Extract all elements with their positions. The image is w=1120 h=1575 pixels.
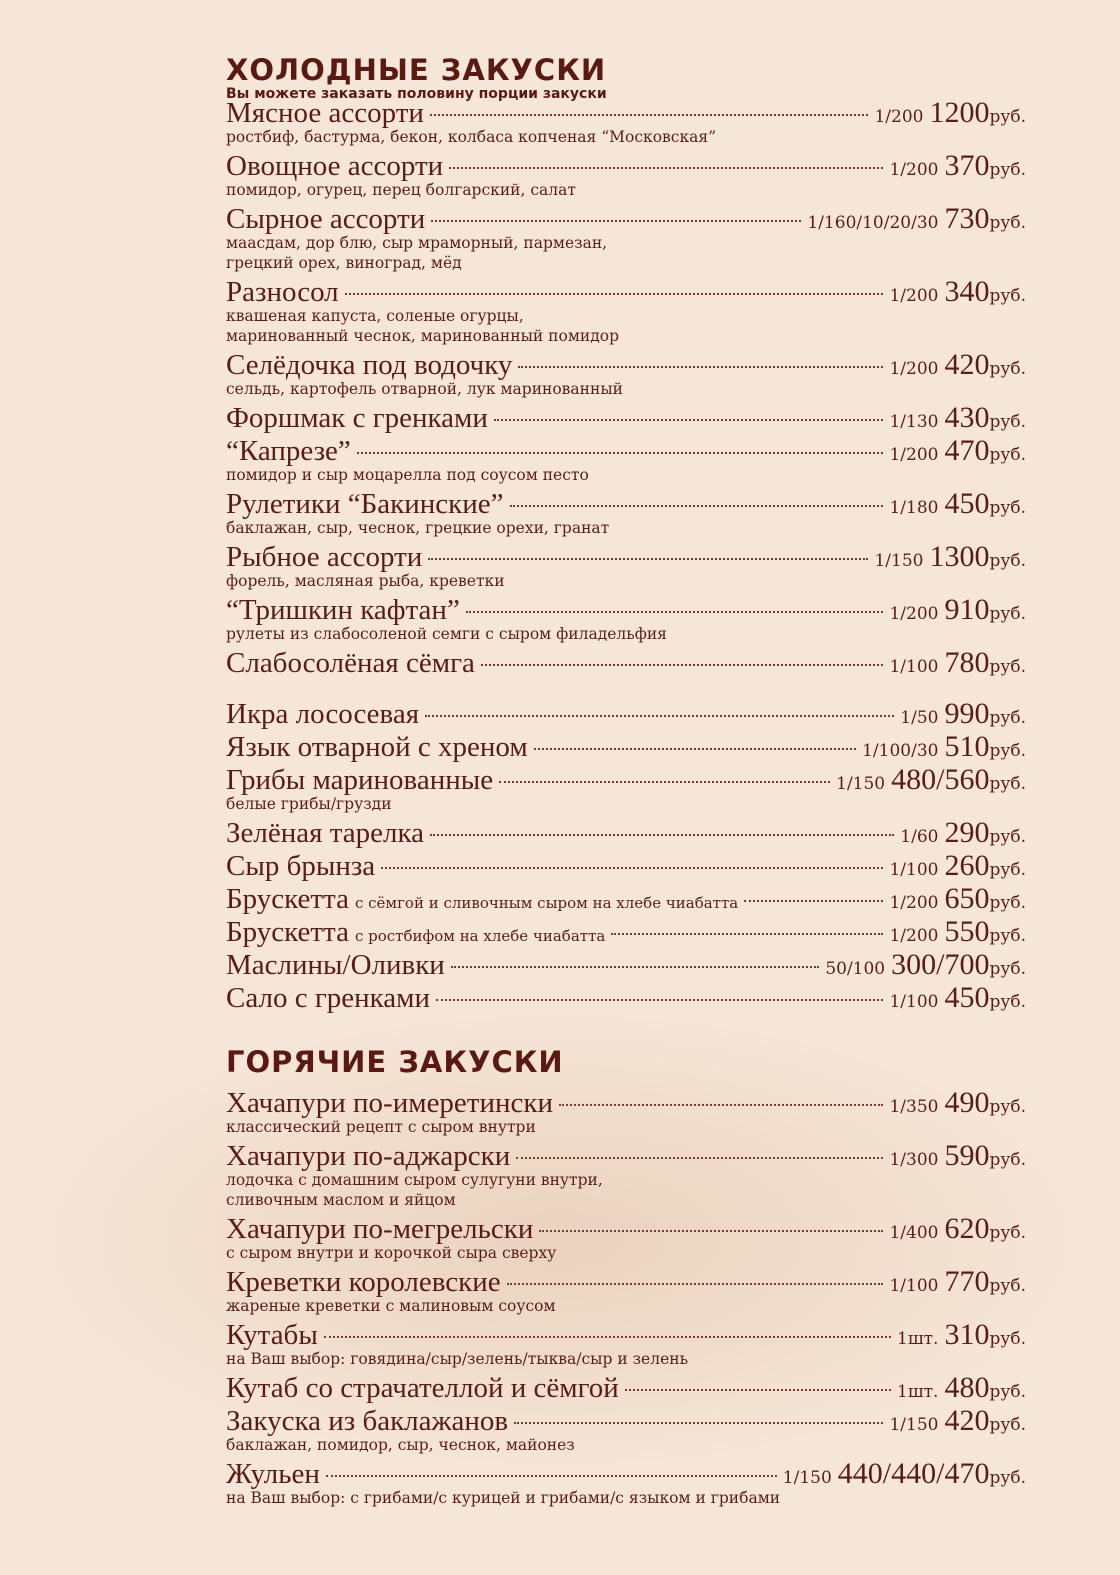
- section-gap: [226, 679, 1026, 697]
- menu-item-row: [226, 948, 1026, 981]
- currency-label: руб.: [989, 1097, 1026, 1117]
- currency-label: руб.: [989, 1468, 1026, 1488]
- currency-label: руб.: [989, 774, 1026, 794]
- menu-item: [226, 275, 1026, 346]
- dish-description: на Ваш выбор: говядина/сыр/зелень/тыква/сыр и зелень: [226, 1350, 689, 1368]
- currency-label: руб.: [989, 992, 1026, 1012]
- dish-price: 420: [944, 348, 990, 381]
- dish-description: грецкий орех, виноград, мёд: [226, 254, 462, 272]
- currency-label: руб.: [989, 1223, 1026, 1243]
- dot-leader: [516, 1157, 883, 1159]
- menu-item: [226, 1404, 1026, 1455]
- dot-leader: [539, 1230, 883, 1232]
- dot-leader: [425, 715, 894, 717]
- currency-label: руб.: [989, 604, 1026, 624]
- dish-description: с сыром внутри и корочкой сыра сверху: [226, 1244, 557, 1262]
- menu-item: [226, 149, 1026, 200]
- currency-label: руб.: [989, 1415, 1026, 1435]
- dish-portion: 1/400: [889, 1223, 939, 1243]
- dish-description: рулеты из слабосоленой семги с сыром филадельфия: [226, 625, 667, 643]
- dish-portion: 1/200: [874, 107, 924, 127]
- menu-item: [226, 730, 1026, 763]
- dish-portion: 1/200: [889, 359, 939, 379]
- dish-name: Сыр брынза: [226, 850, 376, 882]
- menu-item: [226, 981, 1026, 1014]
- dot-leader: [534, 748, 856, 750]
- dish-portion: 1/150: [889, 1415, 939, 1435]
- dish-price: 620: [944, 1212, 990, 1245]
- cold-items-list-2: [226, 697, 1026, 1014]
- menu-item-row: [226, 1265, 1026, 1298]
- dish-portion: 1/200: [889, 926, 939, 946]
- dish-price: 480/560: [891, 763, 990, 796]
- menu-item-row: [226, 1371, 1026, 1404]
- menu-item-row: [226, 540, 1026, 573]
- menu-item: [226, 882, 1026, 915]
- dish-description: квашеная капуста, соленые огурцы,: [226, 307, 524, 325]
- dish-name: Креветки королевские: [226, 1266, 501, 1298]
- menu-item: [226, 487, 1026, 538]
- dish-name: “Тришкин кафтан”: [226, 594, 460, 626]
- dish-name: Брускетта: [226, 916, 349, 948]
- menu-item: [226, 697, 1026, 730]
- dish-name: Рыбное ассорти: [226, 541, 423, 573]
- dish-price: 1200: [929, 96, 990, 129]
- dot-leader: [481, 664, 884, 666]
- dish-portion: 1/160/10/20/30: [807, 213, 939, 233]
- currency-label: руб.: [989, 498, 1026, 518]
- menu-item-row: [226, 348, 1026, 381]
- dish-price: 780: [944, 646, 990, 679]
- dish-price: 450: [944, 487, 990, 520]
- dot-leader: [326, 1475, 777, 1477]
- dish-description: сельдь, картофель отварной, лук маринованный: [226, 380, 623, 398]
- dot-leader: [449, 167, 883, 169]
- dish-description: помидор, огурец, перец болгарский, салат: [226, 181, 576, 199]
- menu-item-row: [226, 730, 1026, 763]
- dot-leader: [744, 900, 883, 902]
- dot-leader: [430, 114, 869, 116]
- menu-item: [226, 540, 1026, 591]
- currency-label: руб.: [989, 412, 1026, 432]
- dish-name: Хачапури по-мегрельски: [226, 1213, 534, 1245]
- dish-price: 290: [944, 816, 990, 849]
- menu-item-row: [226, 915, 1026, 948]
- dish-name: Брускетта: [226, 883, 349, 915]
- dot-leader: [625, 1389, 891, 1391]
- menu-item: [226, 849, 1026, 882]
- currency-label: руб.: [989, 1382, 1026, 1402]
- currency-label: руб.: [989, 551, 1026, 571]
- dish-name: Жульен: [226, 1458, 320, 1490]
- menu-item-row: [226, 697, 1026, 730]
- dish-description: белые грибы/грузди: [226, 795, 392, 813]
- menu-item: [226, 1318, 1026, 1369]
- menu-item: [226, 401, 1026, 434]
- dot-leader: [507, 1283, 884, 1285]
- currency-label: руб.: [989, 959, 1026, 979]
- dish-description: маасдам, дор блю, сыр мраморный, пармезан,: [226, 234, 608, 252]
- menu-item: [226, 1457, 1026, 1508]
- dish-price: 370: [944, 149, 990, 182]
- dish-description: сливочным маслом и яйцом: [226, 1191, 456, 1209]
- dish-portion: 1шт.: [897, 1329, 939, 1349]
- dot-leader: [514, 1422, 883, 1424]
- currency-label: руб.: [989, 926, 1026, 946]
- menu-item-row: [226, 149, 1026, 182]
- dish-portion: 1/100: [889, 860, 939, 880]
- dish-portion: 1/50: [900, 708, 939, 728]
- currency-label: руб.: [989, 860, 1026, 880]
- dish-price: 450: [944, 981, 990, 1014]
- dish-price: 420: [944, 1404, 990, 1437]
- dish-price: 340: [944, 275, 990, 308]
- menu-item-row: [226, 275, 1026, 308]
- menu-item: [226, 202, 1026, 273]
- dish-name: Селёдочка под водочку: [226, 349, 513, 381]
- dish-price: 770: [944, 1265, 990, 1298]
- dish-price: 590: [944, 1139, 990, 1172]
- dish-name: Зелёная тарелка: [226, 817, 424, 849]
- dish-portion: 1/200: [889, 286, 939, 306]
- dish-price: 310: [944, 1318, 990, 1351]
- menu-item-row: [226, 593, 1026, 626]
- dish-name: “Капрезе”: [226, 435, 351, 467]
- dish-description: классический рецепт с сыром внутри: [226, 1118, 536, 1136]
- dish-description: на Ваш выбор: с грибами/с курицей и грибами/с языком и грибами: [226, 1489, 781, 1507]
- dish-portion: 1/150: [874, 551, 924, 571]
- dish-portion: 1/200: [889, 604, 939, 624]
- dot-leader: [345, 293, 884, 295]
- menu-item: [226, 763, 1026, 814]
- menu-item-row: [226, 96, 1026, 129]
- dish-portion: 1/350: [889, 1097, 939, 1117]
- currency-label: руб.: [989, 657, 1026, 677]
- menu-item-row: [226, 816, 1026, 849]
- menu-item-row: [226, 1139, 1026, 1172]
- currency-label: руб.: [989, 741, 1026, 761]
- menu-item: [226, 816, 1026, 849]
- dish-price: 490: [944, 1086, 990, 1119]
- menu-item-row: [226, 1318, 1026, 1351]
- dot-leader: [499, 781, 830, 783]
- currency-label: руб.: [989, 213, 1026, 233]
- menu-item: [226, 1265, 1026, 1316]
- currency-label: руб.: [989, 107, 1026, 127]
- menu-page: [226, 52, 1026, 1510]
- dot-leader: [451, 966, 819, 968]
- dish-price: 510: [944, 730, 990, 763]
- menu-item-row: [226, 1086, 1026, 1119]
- currency-label: руб.: [989, 359, 1026, 379]
- dot-leader: [559, 1104, 883, 1106]
- dish-name: Рулетики “Бакинские”: [226, 488, 504, 520]
- menu-item-row: [226, 202, 1026, 235]
- dot-leader: [494, 419, 884, 421]
- dish-description: ростбиф, бастурма, бекон, колбаса копченая “Московская”: [226, 128, 717, 146]
- dish-name: Грибы маринованные: [226, 764, 494, 796]
- menu-item: [226, 1212, 1026, 1263]
- dish-description: лодочка с домашним сыром сулугуни внутри,: [226, 1171, 603, 1189]
- menu-item: [226, 1139, 1026, 1210]
- currency-label: руб.: [989, 1276, 1026, 1296]
- hot-items-list: [226, 1086, 1026, 1508]
- menu-item-row: [226, 434, 1026, 467]
- dish-price: 910: [944, 593, 990, 626]
- currency-label: руб.: [989, 708, 1026, 728]
- currency-label: руб.: [989, 827, 1026, 847]
- dish-description: маринованный чеснок, маринованный помидор: [226, 327, 620, 345]
- menu-item: [226, 1371, 1026, 1404]
- dish-portion: 1/200: [889, 160, 939, 180]
- dish-price: 730: [944, 202, 990, 235]
- menu-item-row: [226, 401, 1026, 434]
- cold-items-list: [226, 96, 1026, 679]
- menu-item: [226, 593, 1026, 644]
- dish-portion: 1/130: [889, 412, 939, 432]
- dish-price: 550: [944, 915, 990, 948]
- dish-price: 1300: [929, 540, 990, 573]
- dot-leader: [324, 1336, 891, 1338]
- menu-item-row: [226, 882, 1026, 915]
- dot-leader: [428, 558, 868, 560]
- dish-portion: 1/100: [889, 657, 939, 677]
- menu-item: [226, 96, 1026, 147]
- menu-item-row: [226, 1457, 1026, 1490]
- dish-name: Маслины/Оливки: [226, 949, 445, 981]
- dish-name: Сало с гренками: [226, 982, 430, 1014]
- dish-portion: 1/100/30: [862, 741, 939, 761]
- dish-portion: 1/180: [889, 498, 939, 518]
- dot-leader: [466, 611, 884, 613]
- dish-name: Слабосолёная сёмга: [226, 647, 475, 679]
- dish-price: 430: [944, 401, 990, 434]
- dish-portion: 1/100: [889, 992, 939, 1012]
- currency-label: руб.: [989, 893, 1026, 913]
- currency-label: руб.: [989, 445, 1026, 465]
- half-portion-note: Вы можете заказать половину порции закуски: [226, 86, 607, 102]
- dish-note: с ростбифом на хлебе чиабатта: [354, 927, 606, 945]
- dish-name: Мясное ассорти: [226, 97, 424, 129]
- dish-name: Кутабы: [226, 1319, 318, 1351]
- dish-name: Разносол: [226, 276, 339, 308]
- menu-item: [226, 348, 1026, 399]
- menu-item: [226, 948, 1026, 981]
- dish-portion: 1/200: [889, 893, 939, 913]
- dish-name: Овощное ассорти: [226, 150, 444, 182]
- dish-price: 260: [944, 849, 990, 882]
- dish-description: помидор и сыр моцарелла под соусом песто: [226, 466, 589, 484]
- menu-item-row: [226, 849, 1026, 882]
- dish-portion: 50/100: [825, 959, 886, 979]
- menu-item-row: [226, 646, 1026, 679]
- dish-name: Кутаб со страчателлой и сёмгой: [226, 1372, 619, 1404]
- dish-portion: 1шт.: [897, 1382, 939, 1402]
- menu-item: [226, 915, 1026, 948]
- dish-name: Язык отварной с хреном: [226, 731, 528, 763]
- dish-portion: 1/100: [889, 1276, 939, 1296]
- menu-item-row: [226, 763, 1026, 796]
- dish-name: Форшмак с гренками: [226, 402, 488, 434]
- currency-label: руб.: [989, 286, 1026, 306]
- dish-portion: 1/200: [889, 445, 939, 465]
- hot-appetizers-title: ГОРЯЧИЕ ЗАКУСКИ: [226, 1045, 564, 1079]
- dish-name: Хачапури по-имеретински: [226, 1087, 554, 1119]
- menu-item-row: [226, 487, 1026, 520]
- dish-price: 300/700: [891, 948, 990, 981]
- dish-price: 650: [944, 882, 990, 915]
- dish-price: 480: [944, 1371, 990, 1404]
- dish-description: баклажан, помидор, сыр, чеснок, майонез: [226, 1436, 575, 1454]
- dot-leader: [357, 452, 884, 454]
- menu-item: [226, 646, 1026, 679]
- dish-portion: 1/150: [836, 774, 886, 794]
- currency-label: руб.: [989, 1329, 1026, 1349]
- menu-item-row: [226, 1212, 1026, 1245]
- menu-item: [226, 1086, 1026, 1137]
- dish-portion: 1/60: [900, 827, 939, 847]
- currency-label: руб.: [989, 160, 1026, 180]
- dish-description: форель, масляная рыба, креветки: [226, 572, 505, 590]
- dish-portion: 1/300: [889, 1150, 939, 1170]
- dish-note: с сёмгой и сливочным сыром на хлебе чиабатта: [354, 894, 739, 912]
- dot-leader: [611, 933, 883, 935]
- dot-leader: [518, 366, 883, 368]
- dot-leader: [430, 834, 894, 836]
- currency-label: руб.: [989, 1150, 1026, 1170]
- menu-item: [226, 434, 1026, 485]
- dot-leader: [436, 999, 883, 1001]
- menu-item-row: [226, 1404, 1026, 1437]
- dish-price: 440/440/470: [837, 1457, 990, 1490]
- dot-leader: [510, 505, 884, 507]
- dish-name: Икра лососевая: [226, 698, 420, 730]
- cold-appetizers-title: ХОЛОДНЫЕ ЗАКУСКИ: [226, 53, 607, 87]
- dish-name: Хачапури по-аджарски: [226, 1140, 511, 1172]
- dish-description: баклажан, сыр, чеснок, грецкие орехи, гранат: [226, 519, 610, 537]
- dot-leader: [381, 867, 883, 869]
- dot-leader: [431, 220, 801, 222]
- dish-name: Сырное ассорти: [226, 203, 426, 235]
- dish-price: 470: [944, 434, 990, 467]
- dish-portion: 1/150: [782, 1468, 832, 1488]
- dish-description: жареные креветки с малиновым соусом: [226, 1297, 556, 1315]
- dish-name: Закуска из баклажанов: [226, 1405, 509, 1437]
- dish-price: 990: [944, 697, 990, 730]
- menu-item-row: [226, 981, 1026, 1014]
